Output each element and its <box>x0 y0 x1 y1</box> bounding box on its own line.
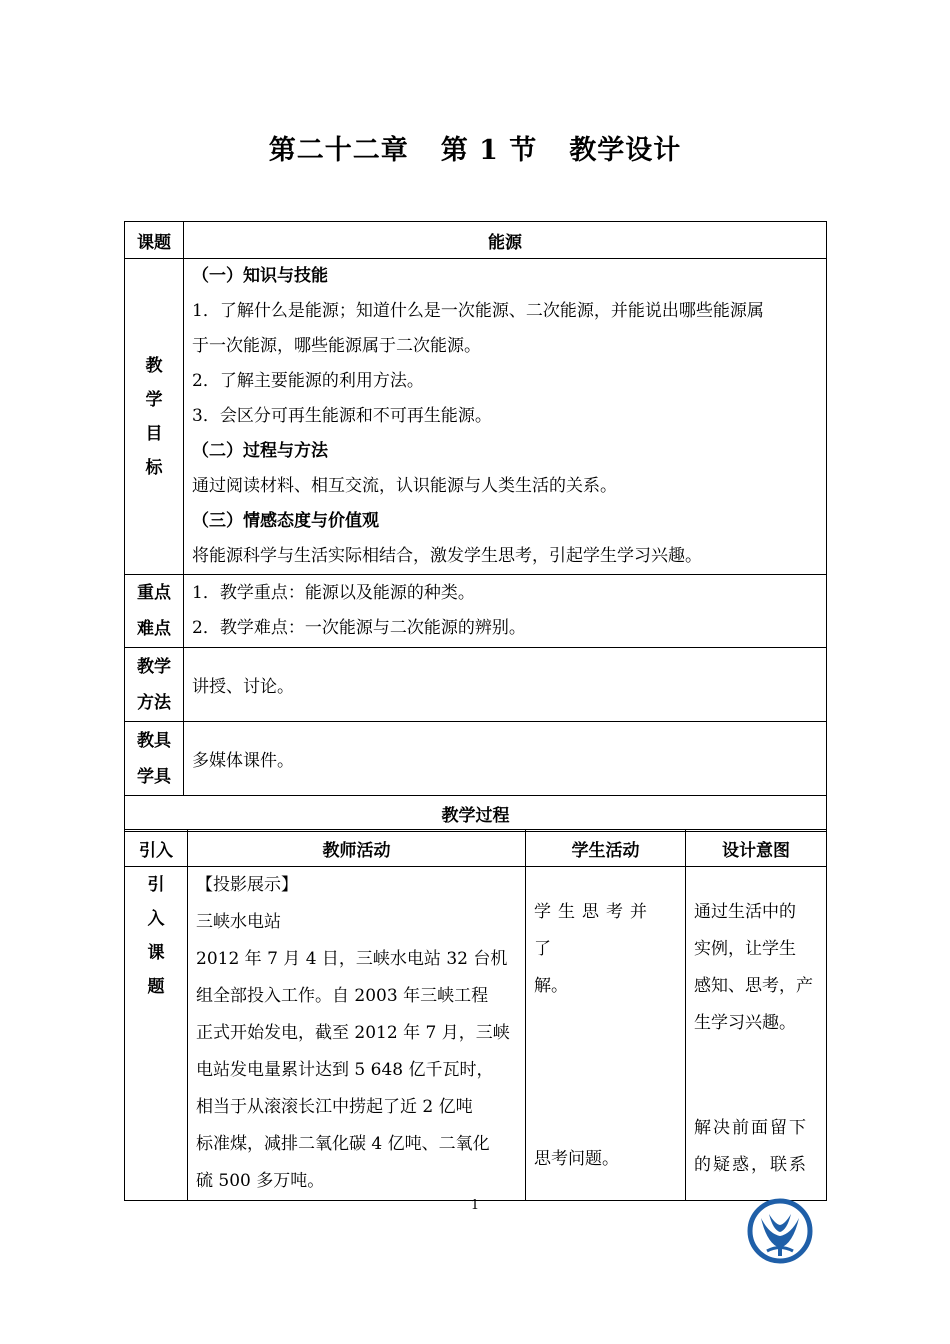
title-section: 第 1 节 <box>440 135 538 166</box>
process-header: 教学过程 <box>125 796 827 832</box>
lesson-info-table <box>124 221 827 832</box>
section-label: 引 入 课 题 <box>125 867 188 1201</box>
method-value: 讲授、讨论。 <box>184 648 827 722</box>
tools-value: 多媒体课件。 <box>184 722 827 796</box>
title-chapter: 第二十二章 <box>268 135 409 166</box>
design-intent: 通过生活中的 实例，让学生 感知、思考，产 生学习兴趣。 解决前面留下 的疑惑，联系 <box>686 867 827 1201</box>
objective-line: 通过阅读材料、相互交流，认识能源与人类生活的关系。 <box>192 476 617 496</box>
objective-line: （三）情感态度与价值观 <box>192 511 379 531</box>
col-header-student: 学生活动 <box>526 830 686 867</box>
objective-line: 将能源科学与生活实际相结合，激发学生思考，引起学生学习兴趣。 <box>192 546 702 566</box>
col-header-intro: 引入 <box>125 830 188 867</box>
teacher-activity: 【投影展示】 三峡水电站 2012 年 7 月 4 日，三峡水电站 32 台机 组全部投入工作。自 2003 年三峡工程 正式开始发电，截至 2012 年 7 月，三峡 电站发电量累计达到 5 648 亿千瓦时， 相当于从滚滚长江中捞起了近 2 亿吨 标准煤，减排二氧化碳 4 亿吨、二氧化 硫 500 多万吨。 <box>188 867 526 1201</box>
objective-line: （二）过程与方法 <box>192 441 328 461</box>
student-activity: 学生思考并了 解。 思考问题。 <box>526 867 686 1201</box>
topic-value: 能源 <box>184 222 827 259</box>
method-label: 教学 方法 <box>125 648 184 722</box>
objectives-content <box>184 259 827 575</box>
col-header-intent: 设计意图 <box>686 830 827 867</box>
keypoints-content: 1．教学重点：能源以及能源的种类。 2．教学难点：一次能源与二次能源的辨别。 <box>184 575 827 648</box>
objectives-label: 教 学 目 标 <box>125 259 184 575</box>
objective-line: （一）知识与技能 <box>192 266 328 286</box>
teaching-process-table <box>124 829 827 1201</box>
objective-line: 于一次能源，哪些能源属于二次能源。 <box>192 336 481 356</box>
objective-line: 3．会区分可再生能源和不可再生能源。 <box>192 406 492 426</box>
objective-line: 2．了解主要能源的利用方法。 <box>192 371 424 391</box>
keypoints-label: 重点 难点 <box>125 575 184 648</box>
page-title <box>0 128 950 167</box>
school-emblem-icon <box>747 1196 813 1266</box>
tools-label: 教具 学具 <box>125 722 184 796</box>
page-number: 1 <box>470 1198 480 1213</box>
col-header-teacher: 教师活动 <box>188 830 526 867</box>
objective-line: 1．了解什么是能源；知道什么是一次能源、二次能源，并能说出哪些能源属 <box>192 301 764 321</box>
title-design: 教学设计 <box>569 135 682 166</box>
topic-label: 课题 <box>125 222 184 259</box>
